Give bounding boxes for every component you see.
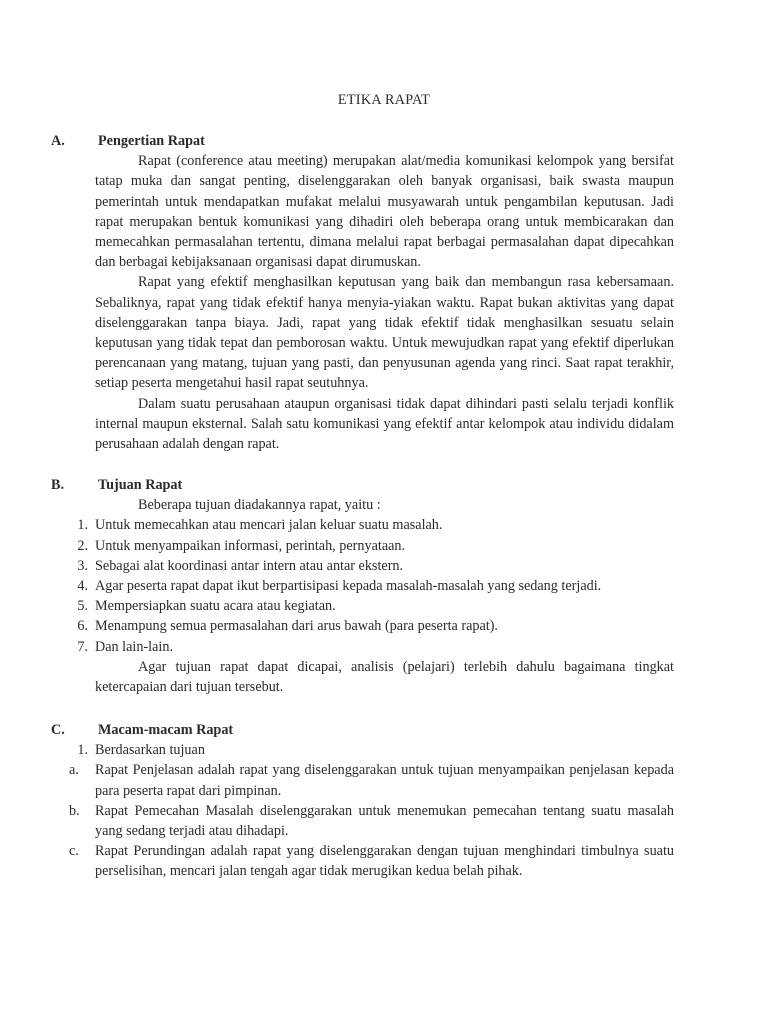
section-a-paragraph-1: Rapat (conference atau meeting) merupakan alat/media komunikasi kelompok yang bersifat tatap muka dan sangat penting, diselenggarakan oleh banyak organisasi, baik swasta maupun pemerintah untuk mendapatkan mufakat melalui musyawarah untuk pengambilan keputusan. Jadi rapat merupakan bentuk komunikasi yang dihadiri oleh beberapa orang untuk membicarakan dan memecahkan permasalahan tertentu, dimana melalui rapat berbagai permasalahan dapat dipecahkan dan berbagai kebijaksanaan organisasi dapat dirumuskan.: [95, 153, 674, 271]
sublist-item: [69, 801, 674, 841]
sublist-item-text: Rapat Perundingan adalah rapat yang diselenggarakan dengan tujuan menghindari timbulnya suatu perselisihan, mencari jalan tengah agar tidak merugikan kedua belah pihak.: [95, 843, 674, 880]
list-item: [77, 596, 674, 616]
sublist-item: [69, 760, 674, 800]
section-b-closing: Agar tujuan rapat dapat dicapai, analisis (pelajari) terlebih dahulu bagaimana tingkat ketercapaian dari tujuan tersebut.: [95, 658, 674, 696]
section-b-list: [0, 515, 768, 656]
list-item: [77, 576, 674, 596]
section-b: [0, 475, 768, 697]
list-marker: 1.: [77, 517, 88, 534]
sublist-marker: b.: [69, 802, 80, 819]
list-marker: 7.: [77, 638, 88, 655]
section-b-intro: Beberapa tujuan diadakannya rapat, yaitu :: [138, 497, 381, 514]
list-item: [77, 515, 674, 535]
document-title: ETIKA RAPAT: [337, 92, 431, 108]
section-c-group: [77, 740, 674, 760]
sublist-item-text: Rapat Penjelasan adalah rapat yang diselenggarakan untuk tujuan menyampaikan penjelasan kepada para peserta rapat dari pimpinan.: [95, 762, 674, 799]
sublist-marker: c.: [69, 843, 79, 860]
list-item: [77, 536, 674, 556]
section-a-title: Pengertian Rapat: [98, 133, 205, 149]
list-marker: 2.: [77, 537, 88, 554]
list-marker: 6.: [77, 618, 88, 635]
list-item-text: Dan lain-lain.: [95, 638, 174, 655]
section-a-paragraph-2: Rapat yang efektif menghasilkan keputusan yang baik dan membangun rasa kebersamaan. Sebaliknya, rapat yang tidak efektif hanya menyia-yiakan waktu. Rapat bukan aktivitas yang dapat diselenggarakan tanpa biaya. Jadi, rapat yang tidak efektif tidak menghasilkan sesuatu selain keputusan yang tidak tepat dan pemborosan waktu. Untuk mewujudkan rapat yang efektif diperlukan perencanaan yang matang, tujuan yang pasti, dan penyusunan agenda yang rinci. Saat rapat terakhir, setiap peserta mengetahui hasil rapat seutuhnya.: [95, 274, 674, 392]
list-item-text: Menampung semua permasalahan dari arus bawah (para peserta rapat).: [95, 618, 498, 635]
list-item-text: Sebagai alat koordinasi antar intern atau antar ekstern.: [95, 557, 404, 574]
list-marker: 5.: [77, 598, 88, 615]
sublist-marker: a.: [69, 762, 79, 779]
section-a-letter: A.: [51, 133, 65, 149]
sublist-item: [69, 841, 674, 881]
section-c-title: Macam-macam Rapat: [98, 722, 234, 738]
list-item-text: Mempersiapkan suatu acara atau kegiatan.: [95, 598, 336, 615]
list-item: [77, 637, 674, 657]
section-b-title: Tujuan Rapat: [98, 477, 183, 493]
section-c-group-text: Berdasarkan tujuan: [95, 742, 205, 759]
list-marker: 4.: [77, 578, 88, 594]
list-item-text: Agar peserta rapat dapat ikut berpartisipasi kepada masalah-masalah yang sedang terjadi.: [95, 578, 602, 594]
section-c-heading: [0, 720, 768, 740]
list-item: [77, 616, 674, 636]
section-b-heading: [0, 475, 768, 495]
list-item-text: Untuk menyampaikan informasi, perintah, pernyataan.: [95, 537, 406, 554]
section-b-letter: B.: [51, 477, 65, 493]
list-item-text: Untuk memecahkan atau mencari jalan keluar suatu masalah.: [95, 517, 443, 534]
section-c-letter: C.: [51, 722, 65, 738]
list-item: [77, 556, 674, 576]
section-a: [0, 131, 768, 454]
sublist-item-text: Rapat Pemecahan Masalah diselenggarakan untuk menemukan pemecahan tentang suatu masalah yang sedang terjadi atau dihadapi.: [95, 802, 674, 839]
section-a-paragraph-3: Dalam suatu perusahaan ataupun organisasi tidak dapat dihindari pasti selalu terjadi konflik internal maupun eksternal. Salah satu komunikasi yang efektif antar kelompok atau individu didalam perusahaan adalah dengan rapat.: [95, 395, 674, 453]
section-c: [0, 720, 768, 882]
section-a-heading: [0, 131, 768, 151]
list-marker: 3.: [77, 557, 88, 574]
list-marker: 1.: [77, 742, 88, 759]
